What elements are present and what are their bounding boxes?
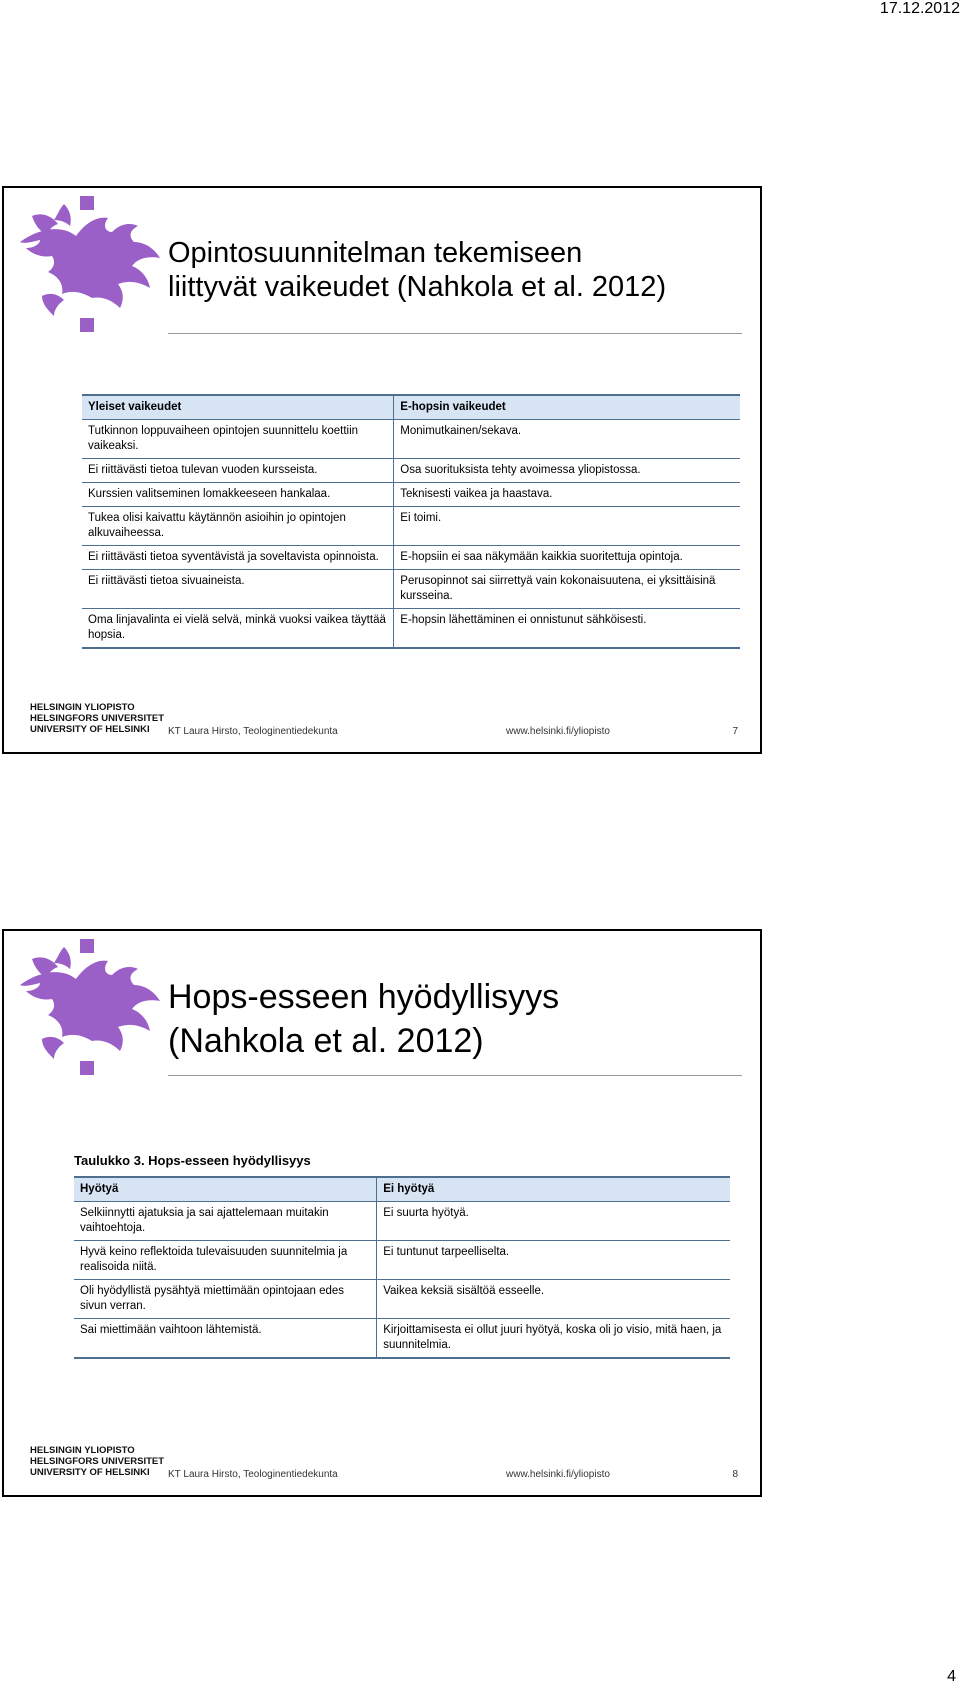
column-header: E-hopsin vaikeudet xyxy=(394,395,740,420)
table-row xyxy=(82,546,740,570)
table-cell: Hyvä keino reflektoida tulevaisuuden suunnitelmia ja realisoida niitä. xyxy=(74,1241,377,1280)
slide-footer xyxy=(4,692,760,752)
slide-number: 7 xyxy=(732,726,738,737)
university-name: HELSINGFORS UNIVERSITET xyxy=(30,713,165,724)
university-wordmark xyxy=(30,702,164,735)
table-cell: Ei riittävästi tietoa sivuaineista. xyxy=(82,570,394,609)
table-cell: E-hopsiin ei saa näkymään kaikkia suoritettuja opintoja. xyxy=(394,546,740,570)
university-wordmark xyxy=(30,1445,164,1478)
table-row xyxy=(82,507,740,546)
table-row xyxy=(82,420,740,459)
title-divider xyxy=(168,333,742,334)
table-cell: Kurssien valitseminen lomakkeeseen hankalaa. xyxy=(82,483,394,507)
table-row xyxy=(74,1319,730,1359)
university-flame-logo-icon xyxy=(12,196,164,332)
table-caption: Taulukko 3. Hops-esseen hyödyllisyys xyxy=(74,1153,311,1168)
slide-title xyxy=(168,236,666,304)
table-row xyxy=(82,459,740,483)
university-name: UNIVERSITY OF HELSINKI xyxy=(30,724,150,735)
table-row xyxy=(82,570,740,609)
title-divider xyxy=(168,1075,742,1076)
footer-url: www.helsinki.fi/yliopisto xyxy=(506,1469,610,1480)
footer-author: KT Laura Hirsto, Teologinentiedekunta xyxy=(168,1469,338,1480)
table-row xyxy=(82,483,740,507)
slide-number: 8 xyxy=(732,1469,738,1480)
table-cell: Ei suurta hyötyä. xyxy=(377,1202,730,1241)
university-name: UNIVERSITY OF HELSINKI xyxy=(30,1467,150,1478)
table-cell: Oli hyödyllistä pysähtyä miettimään opintojaan edes sivun verran. xyxy=(74,1280,377,1319)
university-name: HELSINGIN YLIOPISTO xyxy=(30,1445,135,1456)
table-cell: Ei riittävästi tietoa syventävistä ja soveltavista opinnoista. xyxy=(82,546,394,570)
table-cell: Ei riittävästi tietoa tulevan vuoden kursseista. xyxy=(82,459,394,483)
university-name: HELSINGFORS UNIVERSITET xyxy=(30,1456,165,1467)
column-header: Ei hyötyä xyxy=(377,1177,730,1202)
university-name: HELSINGIN YLIOPISTO xyxy=(30,702,135,713)
title-line: Opintosuunnitelman tekemiseen xyxy=(168,237,583,269)
usefulness-table xyxy=(74,1176,730,1359)
title-line: liittyvät vaikeudet (Nahkola et al. 2012) xyxy=(168,271,667,303)
table-cell: Sai miettimään vaihtoon lähtemistä. xyxy=(74,1319,377,1359)
footer-author: KT Laura Hirsto, Teologinentiedekunta xyxy=(168,726,338,737)
usefulness-table-container xyxy=(74,1153,730,1359)
table-header-row xyxy=(82,395,740,420)
slide-7 xyxy=(2,186,762,754)
table-cell: Ei toimi. xyxy=(394,507,740,546)
difficulties-table-container xyxy=(82,394,740,649)
table-cell: Ei tuntunut tarpeelliselta. xyxy=(377,1241,730,1280)
table-cell: Monimutkainen/sekava. xyxy=(394,420,740,459)
column-header: Hyötyä xyxy=(74,1177,377,1202)
table-cell: Teknisesti vaikea ja haastava. xyxy=(394,483,740,507)
table-cell: E-hopsin lähettäminen ei onnistunut sähköisesti. xyxy=(394,609,740,649)
table-cell: Perusopinnot sai siirrettyä vain kokonaisuutena, ei yksittäisinä kursseina. xyxy=(394,570,740,609)
table-row xyxy=(74,1241,730,1280)
slide-8 xyxy=(2,929,762,1497)
slide-footer xyxy=(4,1435,760,1495)
table-header-row xyxy=(74,1177,730,1202)
table-row xyxy=(74,1202,730,1241)
column-header: Yleiset vaikeudet xyxy=(82,395,394,420)
table-cell: Tutkinnon loppuvaiheen opintojen suunnittelu koettiin vaikeaksi. xyxy=(82,420,394,459)
table-cell: Vaikea keksiä sisältöä esseelle. xyxy=(377,1280,730,1319)
table-cell: Selkiinnytti ajatuksia ja sai ajattelemaan muitakin vaihtoehtoja. xyxy=(74,1202,377,1241)
difficulties-table xyxy=(82,394,740,649)
title-line: (Nahkola et al. 2012) xyxy=(168,1022,484,1060)
table-cell: Osa suorituksista tehty avoimessa yliopistossa. xyxy=(394,459,740,483)
table-cell: Tukea olisi kaivattu käytännön asioihin jo opintojen alkuvaiheessa. xyxy=(82,507,394,546)
slide-title xyxy=(168,975,559,1063)
table-cell: Oma linjavalinta ei vielä selvä, minkä vuoksi vaikea täyttää hopsia. xyxy=(82,609,394,649)
table-cell: Kirjoittamisesta ei ollut juuri hyötyä, koska oli jo visio, mitä haen, ja suunnitelmia. xyxy=(377,1319,730,1359)
university-flame-logo-icon xyxy=(12,939,164,1075)
footer-url: www.helsinki.fi/yliopisto xyxy=(506,726,610,737)
page-date: 17.12.2012 xyxy=(879,0,960,17)
table-row xyxy=(82,609,740,649)
table-row xyxy=(74,1280,730,1319)
page-number: 4 xyxy=(947,1668,956,1685)
title-line: Hops-esseen hyödyllisyys xyxy=(168,978,560,1016)
